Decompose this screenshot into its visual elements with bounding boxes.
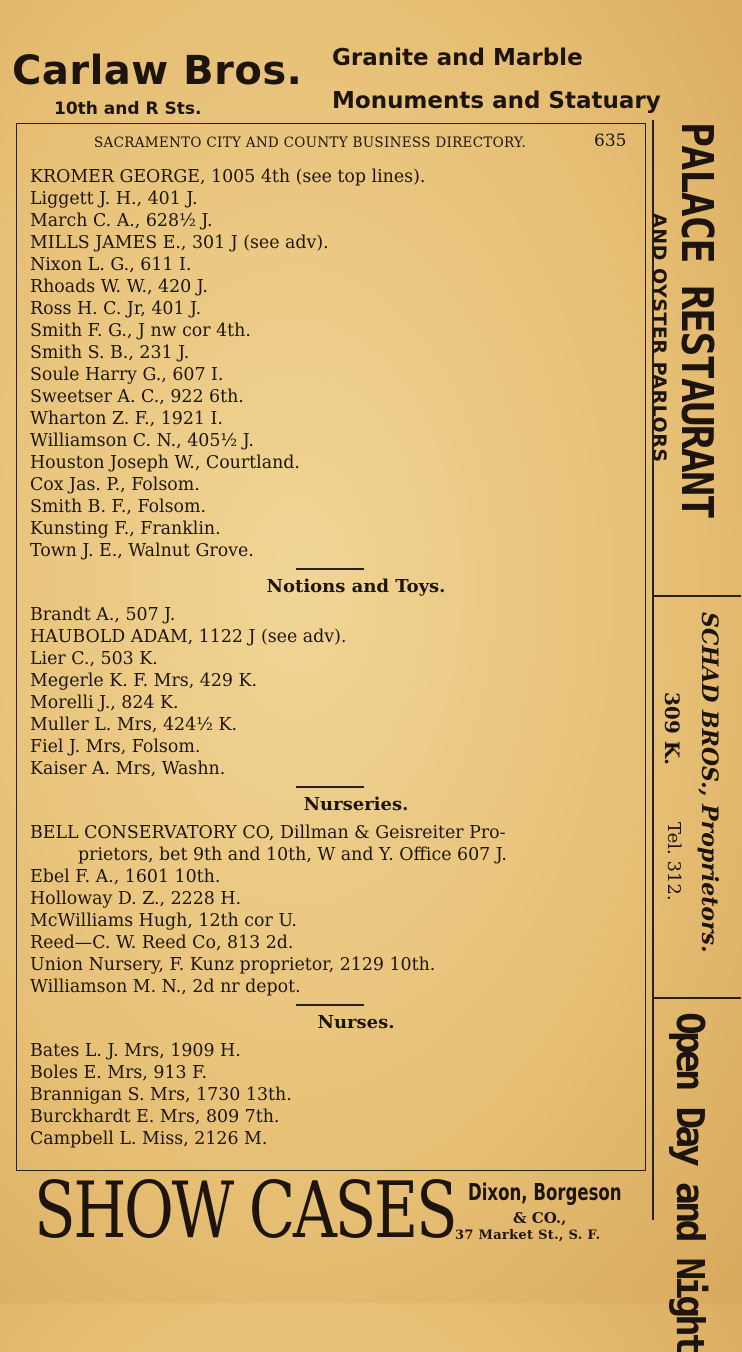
list-item: MILLS JAMES E., 301 J (see adv). [30,233,329,253]
list-item: Smith S. B., 231 J. [30,343,190,363]
section-divider [296,1004,364,1006]
list-item: HAUBOLD ADAM, 1122 J (see adv). [30,627,347,647]
list-item: Kunsting F., Franklin. [30,519,221,539]
list-item: Liggett J. H., 401 J. [30,189,198,209]
list-item: McWilliams Hugh, 12th cor U. [30,911,297,931]
entries-top [30,166,642,562]
carlaw-bros-tagline-2: Monuments and Statuary [332,88,661,114]
list-item: Smith F. G., J nw cor 4th. [30,321,251,341]
list-item: Williamson C. N., 405½ J. [30,431,254,451]
list-item: Lier C., 503 K. [30,649,158,669]
side-ad-rule [653,595,741,597]
list-item: KROMER GEORGE, 1005 4th (see top lines). [30,167,426,187]
schad-bros-proprietors: SCHAD BROS., Proprietors. [696,612,722,953]
list-item: Cox Jas. P., Folsom. [30,475,200,495]
dixon-borgeson-address: 37 Market St., S. F. [455,1228,601,1243]
side-ad-address: 309 K. [660,692,684,766]
list-item: Smith B. F., Folsom. [30,497,207,517]
list-item: Town J. E., Walnut Grove. [30,541,254,561]
list-item: Wharton Z. F., 1921 I. [30,409,223,429]
list-item: Sweetser A. C., 922 6th. [30,387,244,407]
section-nurses [30,1004,642,1150]
open-day-and-night: Open Day and Night [668,1012,712,1352]
list-item: Union Nursery, F. Kunz proprietor, 2129 10th. [30,955,436,975]
side-ad-rule [653,997,741,999]
list-item: Reed—C. W. Reed Co, 813 2d. [30,933,294,953]
show-cases-headline: SHOW CASES [34,1166,456,1256]
list-item: Bates L. J. Mrs, 1909 H. [30,1041,241,1061]
list-item: Kaiser A. Mrs, Washn. [30,759,226,779]
section-heading: Nurses. [317,1012,395,1033]
list-item: Muller L. Mrs, 424½ K. [30,715,238,735]
carlaw-bros-name: Carlaw Bros. [12,48,303,94]
section-divider [296,568,364,570]
section-heading: Notions and Toys. [266,576,446,597]
list-item: Brandt A., 507 J. [30,605,176,625]
page-number: 635 [594,131,627,151]
list-item: Morelli J., 824 K. [30,693,179,713]
running-head: SACRAMENTO CITY AND COUNTY BUSINESS DIRECTORY. [94,135,527,151]
list-item: March C. A., 628½ J. [30,211,213,231]
section-divider [296,786,364,788]
list-item: Houston Joseph W., Courtland. [30,453,300,473]
list-item: Williamson M. N., 2d nr depot. [30,977,301,997]
dixon-borgeson-co: & CO., [513,1209,567,1227]
list-item-continuation: prietors, bet 9th and 10th, W and Y. Office 607 J. [78,845,507,865]
list-item: BELL CONSERVATORY CO, Dillman & Geisreiter Pro- [30,823,506,843]
list-item: Nixon L. G., 611 I. [30,255,192,275]
list-item: Rhoads W. W., 420 J. [30,277,208,297]
list-item: Soule Harry G., 607 I. [30,365,224,385]
palace-restaurant-title: PALACE RESTAURANT [671,122,722,518]
list-item: Holloway D. Z., 2228 H. [30,889,242,909]
carlaw-bros-tagline-1: Granite and Marble [332,45,583,71]
section-nurseries [30,786,642,998]
list-item: Campbell L. Miss, 2126 M. [30,1129,268,1149]
dixon-borgeson-name: Dixon, Borgeson [468,1180,622,1206]
carlaw-bros-address: 10th and R Sts. [54,99,202,119]
list-item: Brannigan S. Mrs, 1730 13th. [30,1085,292,1105]
list-item: Ebel F. A., 1601 10th. [30,867,221,887]
section-notions-and-toys [30,568,642,780]
list-item: Boles E. Mrs, 913 F. [30,1063,208,1083]
side-ad-telephone: Tel. 312. [663,822,684,901]
oyster-parlors-subtitle: AND OYSTER PARLORS [648,213,670,463]
list-item: Fiel J. Mrs, Folsom. [30,737,201,757]
directory-listing [30,166,642,1150]
list-item: Burckhardt E. Mrs, 809 7th. [30,1107,280,1127]
list-item: Ross H. C. Jr, 401 J. [30,299,202,319]
list-item: Megerle K. F. Mrs, 429 K. [30,671,258,691]
section-heading: Nurseries. [303,794,409,815]
